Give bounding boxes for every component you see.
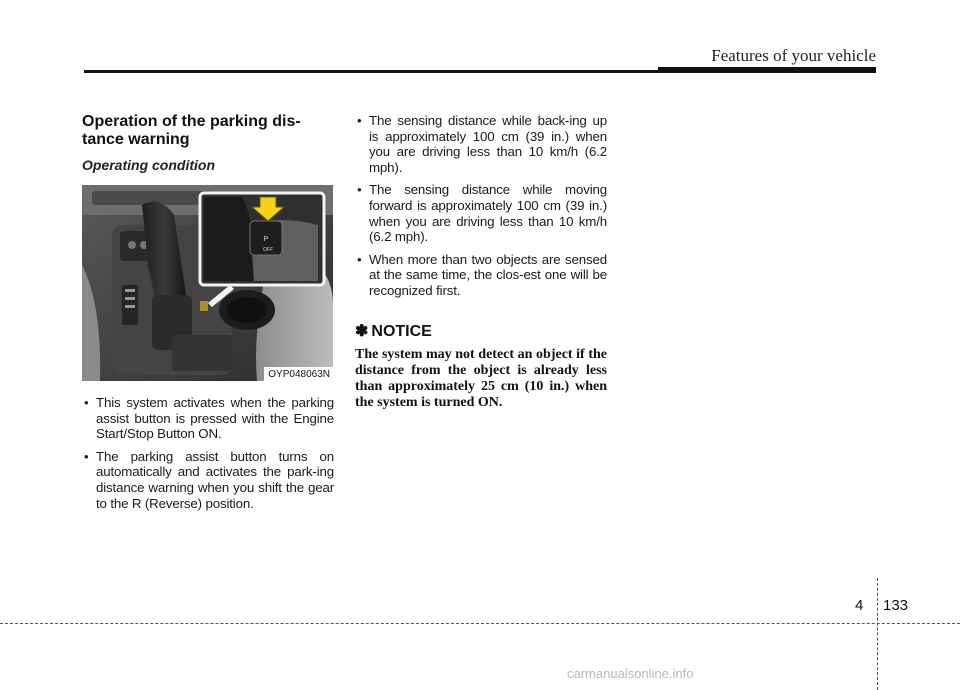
- console-photo: [82, 185, 333, 381]
- footer-divider: [877, 578, 878, 690]
- section-subheading: Operating condition: [82, 157, 215, 173]
- bullet-icon: •: [357, 113, 362, 128]
- photo-code: OYP048063N: [264, 367, 333, 381]
- bullet-icon: •: [357, 182, 362, 198]
- svg-text:OFF: OFF: [263, 247, 273, 253]
- list-item: • The sensing distance while back-ing up is approximately 100 cm (39 in.) when you are driving less than 10 km/h (6.2 mph).: [357, 113, 607, 175]
- footer-rule: [0, 623, 960, 624]
- bullet-icon: •: [357, 251, 362, 267]
- list-item: • The parking assist button turns on automatically and activates the park-ing distance warning when you shift the gear to the R (Reverse) position.: [84, 448, 334, 511]
- notice-star-icon: ✽: [355, 322, 369, 340]
- list-item: • The sensing distance while moving forward is approximately 100 cm (39 in.) when you are driving less than 10 km/h (6.2 mph).: [357, 182, 607, 245]
- left-column: [82, 113, 334, 518]
- section-heading: Operation of the parking dis- tance warning: [82, 113, 301, 148]
- bullet-icon: •: [84, 395, 89, 410]
- chapter-number: 4: [855, 597, 864, 614]
- page-number: 133: [883, 597, 909, 614]
- bullet-icon: •: [84, 448, 89, 464]
- notice-heading: ✽ NOTICE: [355, 322, 432, 340]
- parking-assist-button-icon: [200, 301, 208, 311]
- left-bullet-list: [82, 395, 334, 511]
- middle-bullet-list: [355, 113, 607, 299]
- notice-text: The system may not detect an object if the distance from the object is already less than approximately 25 cm (10 in.) when the system is turned ON.: [355, 346, 607, 411]
- running-header: Features of your vehicle: [711, 46, 876, 65]
- watermark: carmanualsonline.info: [567, 666, 694, 681]
- svg-text:P: P: [263, 236, 269, 243]
- middle-column: [355, 113, 607, 411]
- header-tab: [658, 67, 876, 73]
- console-illustration: [82, 185, 333, 381]
- list-item: • When more than two objects are sensed at the same time, the clos-est one will be recognized first.: [357, 251, 607, 298]
- list-item: • This system activates when the parking assist button is pressed with the Engine Start/Stop Button ON.: [84, 395, 334, 442]
